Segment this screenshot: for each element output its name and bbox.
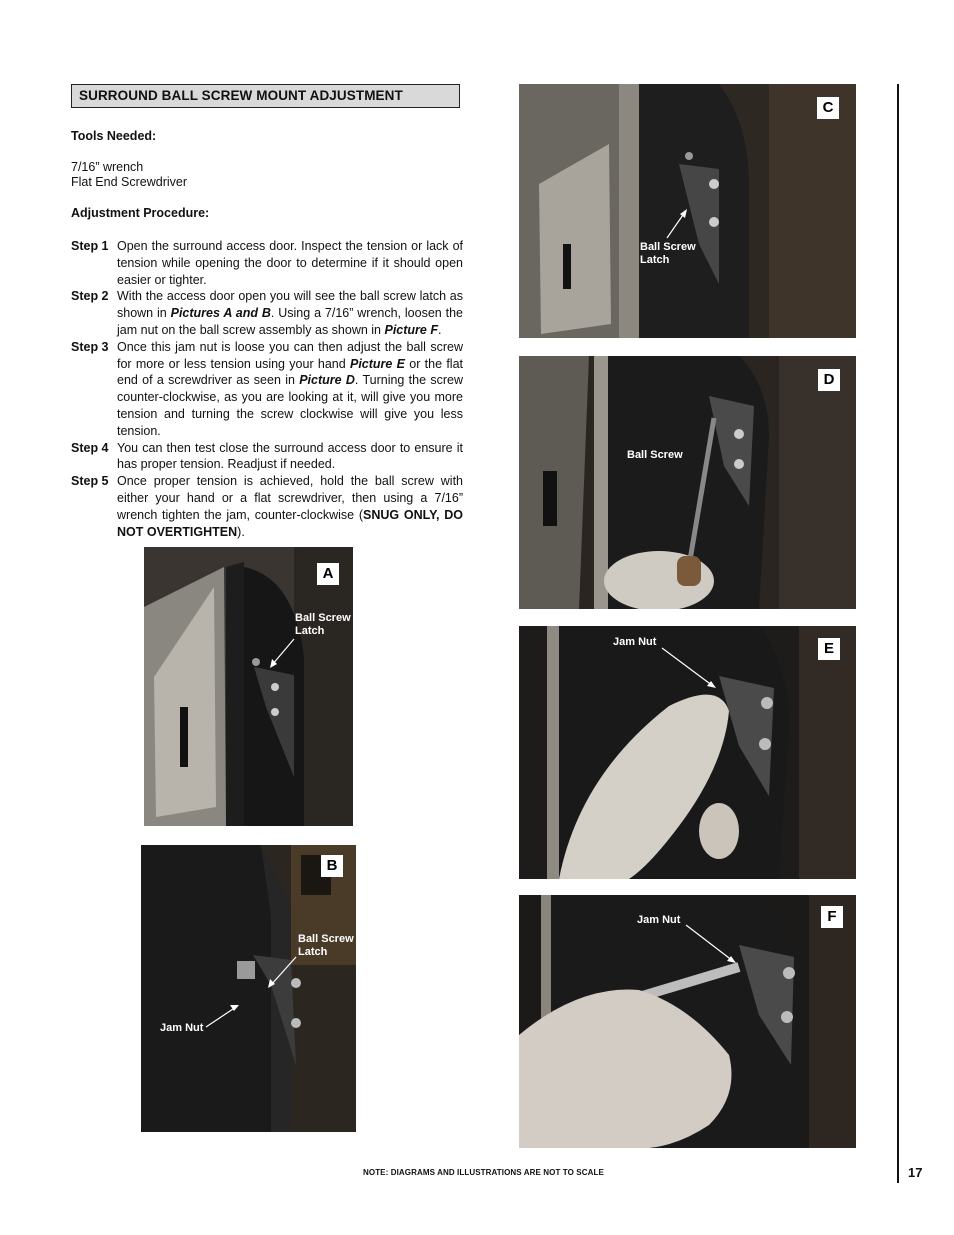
tools-heading: Tools Needed: bbox=[71, 129, 157, 143]
picture-reference: Picture F bbox=[384, 322, 438, 337]
picture-b bbox=[141, 845, 356, 1132]
step-label: Step 2 bbox=[71, 289, 109, 304]
callout-arrow bbox=[519, 84, 856, 338]
step-2 bbox=[71, 288, 463, 338]
callout-label: Ball Screw Latch bbox=[298, 933, 354, 958]
callout-arrow bbox=[519, 626, 856, 879]
picture-letter: B bbox=[321, 855, 343, 877]
warning-emphasis: SNUG ONLY, DO NOT OVERTIGHTEN bbox=[117, 507, 463, 539]
step-text bbox=[117, 339, 463, 440]
procedure-heading: Adjustment Procedure: bbox=[71, 206, 210, 220]
tool-item: Flat End Screwdriver bbox=[71, 175, 188, 189]
callout-label: Jam Nut bbox=[613, 636, 657, 648]
tool-item: 7/16” wrench bbox=[71, 160, 144, 174]
step-text-part: Once proper tension is achieved, hold the ball screw with either your hand or a flat screwdriver, then using a 7/16” wrench tighten the jam, counter-clockwise ( bbox=[117, 474, 463, 522]
callout-label: Ball Screw Latch bbox=[640, 241, 696, 266]
procedure-steps bbox=[71, 238, 463, 540]
step-label: Step 3 bbox=[71, 339, 109, 354]
step-text-part: With the access door open you will see the ball screw latch as shown in bbox=[117, 289, 463, 321]
step-text-part: or the flat end of a screwdriver as seen in bbox=[117, 356, 463, 388]
picture-a bbox=[144, 547, 353, 826]
picture-letter: F bbox=[821, 906, 843, 928]
step-1 bbox=[71, 238, 463, 288]
step-label: Step 4 bbox=[71, 440, 109, 455]
vertical-rule bbox=[897, 84, 899, 1183]
callout-label: Ball Screw bbox=[627, 449, 683, 461]
step-text-part: ). bbox=[237, 524, 245, 539]
step-text-part: . bbox=[438, 322, 442, 337]
step-4 bbox=[71, 440, 463, 474]
step-text-part: . Turning the screw counter-clockwise, as you are looking at it, will give you more tension and turning the screw clockwise will give you less tension. bbox=[117, 373, 463, 438]
callout-arrow bbox=[144, 547, 353, 826]
step-text-part: Once this jam nut is loose you can then adjust the ball screw for more or less tension using your hand bbox=[117, 339, 463, 371]
picture-reference: Pictures A and B bbox=[170, 306, 271, 321]
step-text: Open the surround access door. Inspect the tension or lack of tension while opening the door to determine if it should open easier or tighter. bbox=[117, 239, 463, 287]
picture-letter: A bbox=[317, 563, 339, 585]
picture-letter: C bbox=[817, 97, 839, 119]
picture-letter: E bbox=[818, 638, 840, 660]
footer-note: NOTE: DIAGRAMS AND ILLUSTRATIONS ARE NOT TO SCALE bbox=[363, 1168, 604, 1177]
picture-reference: Picture E bbox=[349, 356, 405, 371]
step-text bbox=[117, 288, 463, 338]
step-text bbox=[117, 473, 463, 540]
step-label: Step 5 bbox=[71, 474, 109, 489]
step-text: You can then test close the surround access door to ensure it has proper tension. Readjust if needed. bbox=[117, 440, 463, 472]
page-number: 17 bbox=[908, 1165, 923, 1180]
picture-d bbox=[519, 356, 856, 609]
callout-label: Jam Nut bbox=[160, 1022, 204, 1034]
picture-letter: D bbox=[818, 369, 840, 391]
step-text-part: . Using a 7/16” wrench, loosen the jam nut on the ball screw assembly as shown in bbox=[117, 306, 463, 337]
step-5 bbox=[71, 473, 463, 540]
callout-arrow bbox=[519, 895, 856, 1148]
section-title: SURROUND BALL SCREW MOUNT ADJUSTMENT bbox=[71, 84, 460, 108]
callout-label: Jam Nut bbox=[637, 914, 681, 926]
picture-c bbox=[519, 84, 856, 338]
picture-reference: Picture D bbox=[299, 373, 355, 388]
callout-label: Ball Screw Latch bbox=[295, 612, 351, 637]
picture-e bbox=[519, 626, 856, 879]
photo-illustration bbox=[519, 356, 856, 609]
picture-f bbox=[519, 895, 856, 1148]
callout-arrow bbox=[141, 845, 356, 1132]
step-3 bbox=[71, 339, 463, 440]
step-label: Step 1 bbox=[71, 239, 109, 253]
